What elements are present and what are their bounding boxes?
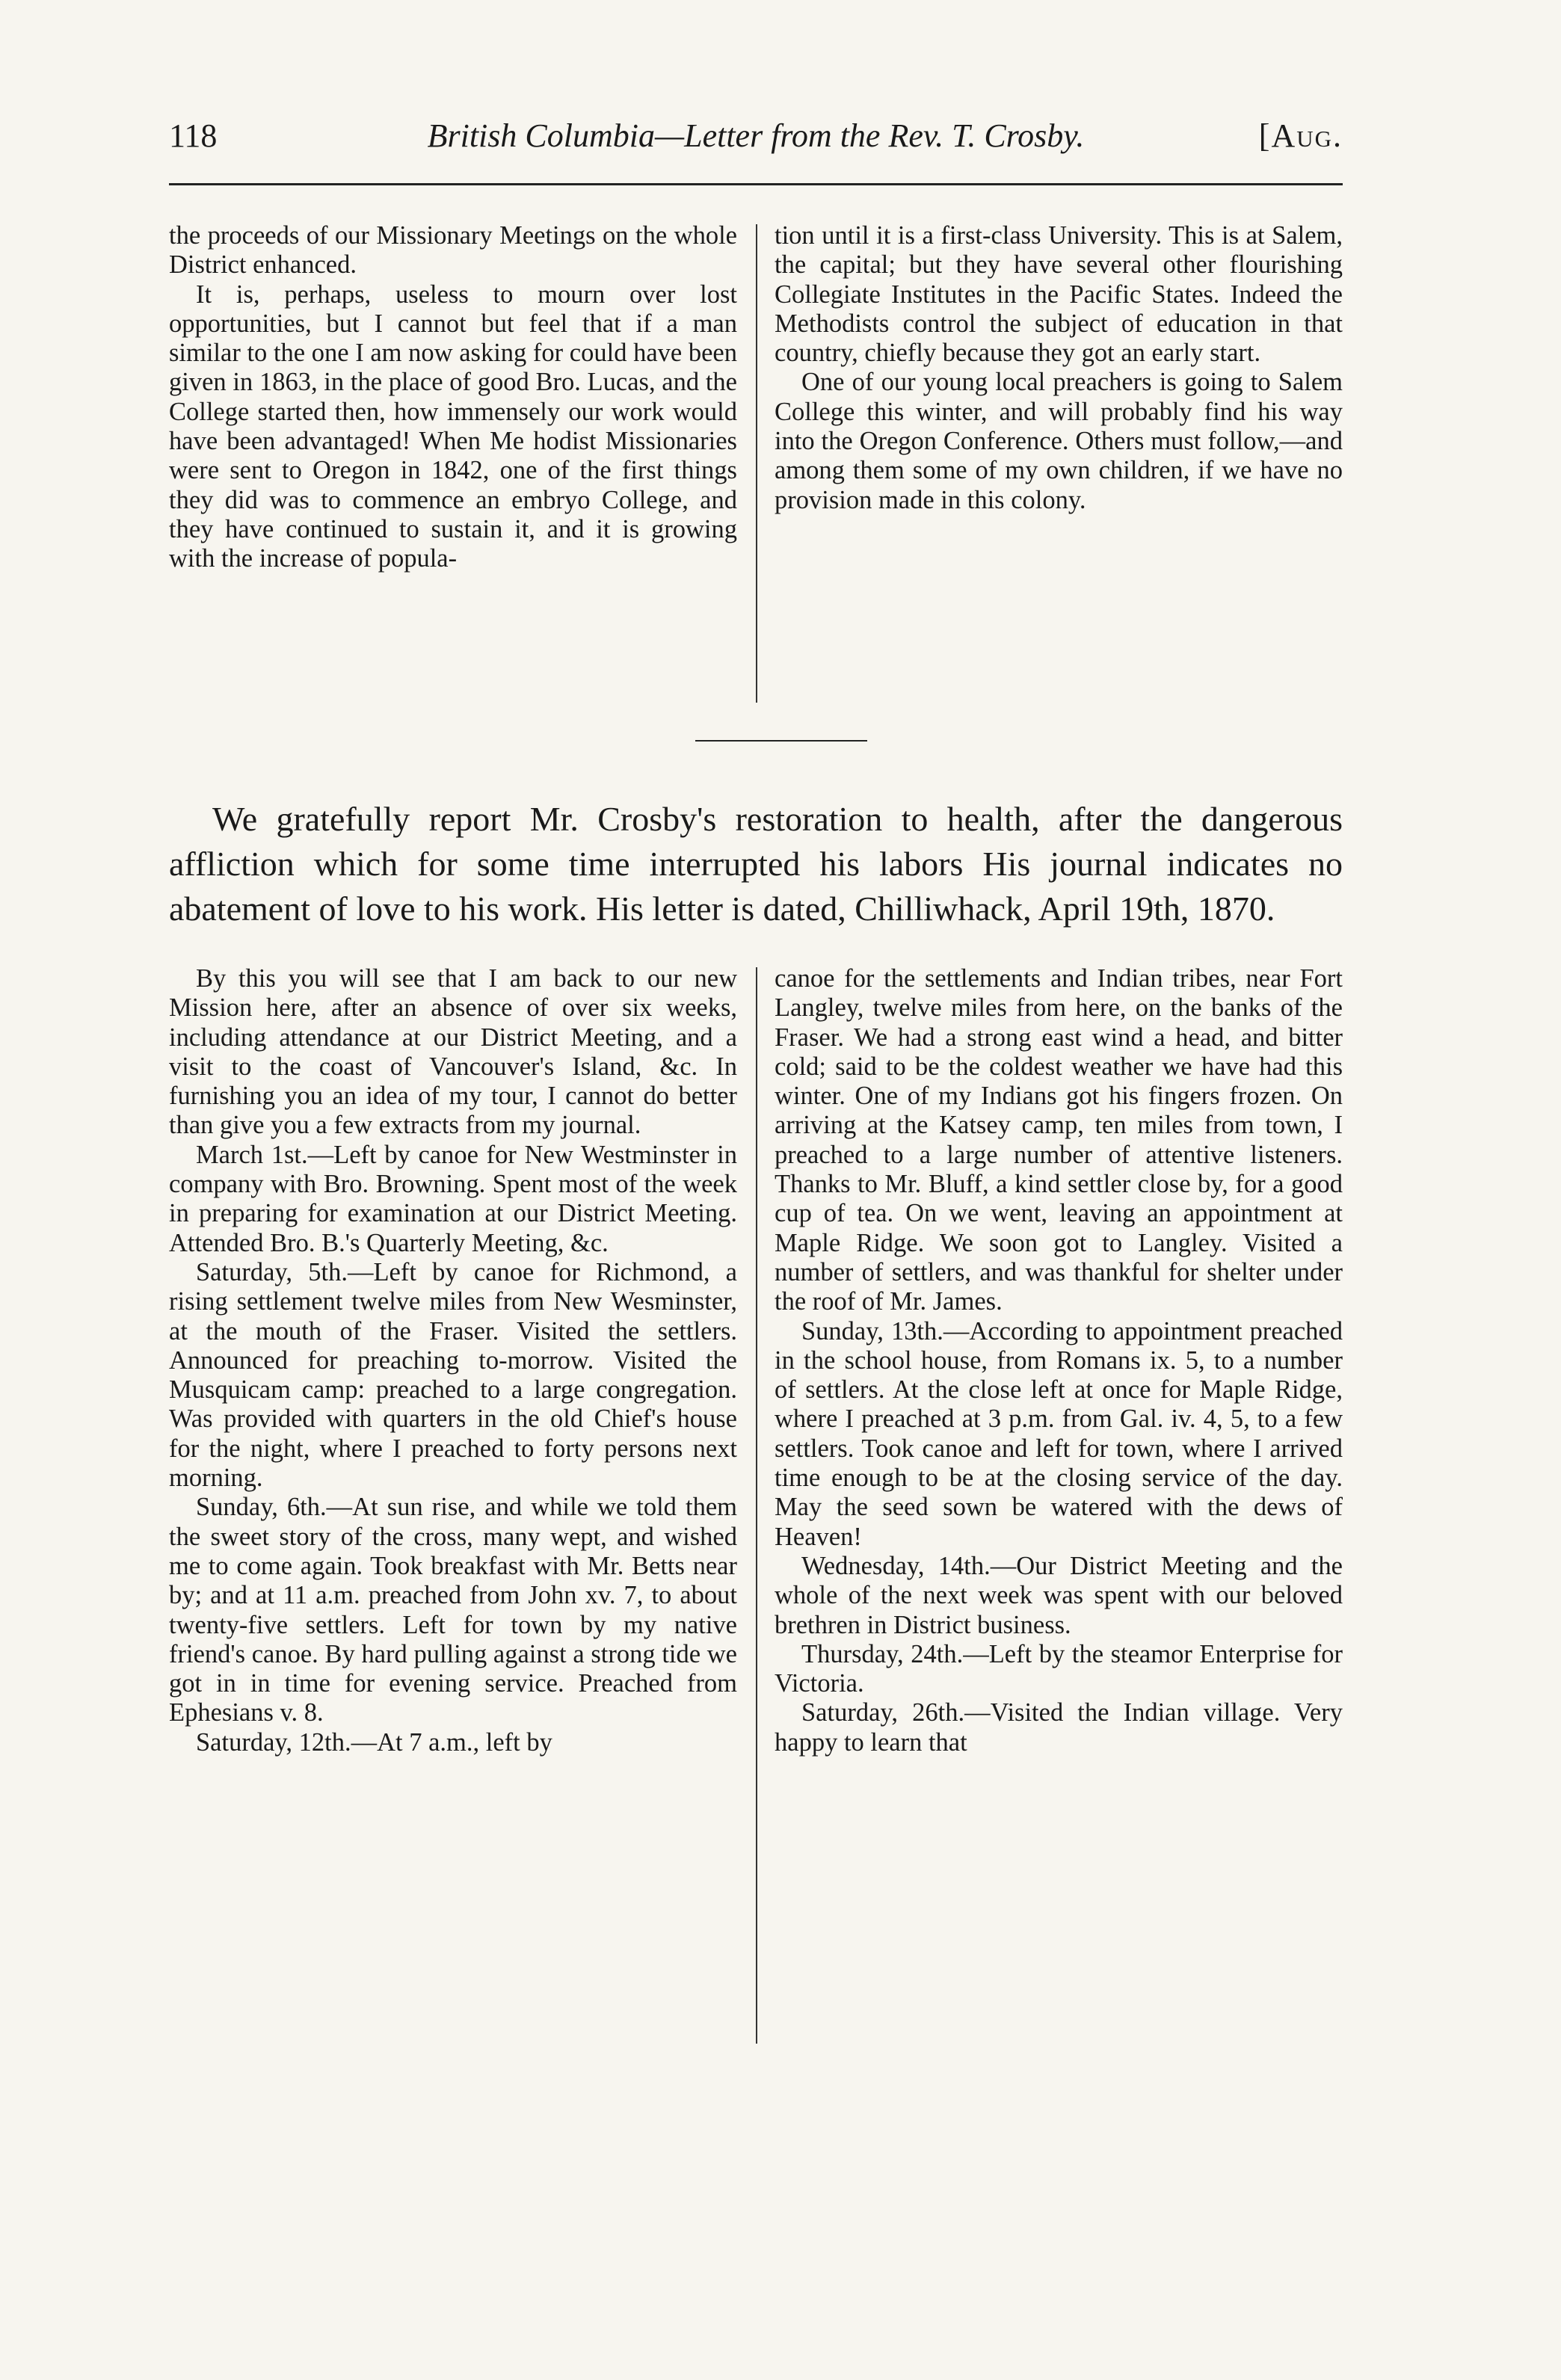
- letter-section: [169, 964, 1343, 2071]
- page-header: [169, 112, 1343, 172]
- bottom-right-column: [775, 964, 1343, 1757]
- paragraph: It is, perhaps, useless to mourn over lost opportunities, but I cannot but feel that if a man similar to the one I am now asking for could have been given in 1863, in the place of good Bro. Lucas, and the College started then, how immensely our work would have been advantaged! When Me hodist Missionaries were sent to Oregon in 1842, one of the first things they did was to commence an embryo College, and they have continued to sustain it, and it is growing with the increase of popula-: [169, 280, 737, 573]
- top-left-column: [169, 221, 737, 574]
- paragraph: the proceeds of our Missionary Meetings on the whole District enhanced.: [169, 221, 737, 280]
- editorial-intro: We gratefully report Mr. Crosby's restoration to health, after the dangerous affliction which for some time interrupted his labors His journal indicates no abatement of love to his work. His letter is dated, Chilliwhack, April 19th, 1870.: [169, 800, 1343, 928]
- journal-entry: Saturday, 12th.—At 7 a.m., left by: [196, 1727, 552, 1757]
- journal-entry: March 1st.—Left by canoe for New Westminster in company with Bro. Browning. Spent most of the week in preparing for examination at our District Meeting. Attended Bro. B.'s Quarterly Meeting, &c.: [169, 1140, 737, 1257]
- journal-entry: Wednesday, 14th.—Our District Meeting and the whole of the next week was spent with our beloved brethren in District business.: [775, 1551, 1343, 1639]
- paragraph: canoe for the settlements and Indian tribes, near Fort Langley, twelve miles from here, on the banks of the Fraser. We had a strong east wind a head, and bitter cold; said to be the coldest weather we have had this winter. One of my Indians got his fingers frozen. On arriving at the Katsey camp, ten miles from town, I preached to a large number of attentive listeners. Thanks to Mr. Bluff, a kind settler close by, for a good cup of tea. On we went, leaving an appointment at Maple Ridge. We soon got to Langley. Visited a number of settlers, and was thankful for shelter under the roof of Mr. James.: [775, 964, 1343, 1316]
- top-section: [169, 221, 1343, 715]
- paragraph: By this you will see that I am back to our new Mission here, after an absence of over six weeks, including attendance at our District Meeting, and a visit to the coast of Vancouver's Island, &c. In furnishing you an idea of my tour, I cannot do better than give you a few extracts from my journal.: [169, 964, 737, 1140]
- page-number: 118: [169, 117, 218, 154]
- journal-entry: Saturday, 26th.—Visited the Indian village. Very happy to learn that: [775, 1698, 1343, 1757]
- journal-entry: Sunday, 13th.—According to appointment preached in the school house, from Romans ix. 5, to a number of settlers. At the close left at once for Maple Ridge, where I preached at 3 p.m. from Gal. iv. 4, 5, to a few settlers. Took canoe and left for town, where I arrived time enough to be at the closing service of the day. May the seed sown be watered with the dews of Heaven!: [775, 1316, 1343, 1551]
- column-divider: [756, 967, 757, 2044]
- section-divider: [695, 740, 867, 742]
- running-title: British Columbia—Letter from the Rev. T. Crosby.: [427, 117, 1085, 154]
- journal-entry: Sunday, 6th.—At sun rise, and while we told them the sweet story of the cross, many wept, and wished me to come again. Took breakfast with Mr. Betts near by; and at 11 a.m. preached from John xv. 7, to about twenty-five settlers. Left for town by my native friend's canoe. By hard pulling against a strong tide we got in in time for evening service. Preached from Ephesians v. 8.: [169, 1493, 737, 1727]
- column-divider: [756, 224, 757, 703]
- top-right-column: [775, 221, 1343, 515]
- paragraph: One of our young local preachers is going to Salem College this winter, and will probably find his way into the Oregon Conference. Others must follow,—and among them some of my own children, if we have no provision made in this colony.: [775, 368, 1343, 514]
- journal-entry: Thursday, 24th.—Left by the steamor Enterprise for Victoria.: [775, 1639, 1343, 1698]
- month-label: [Aug.: [1258, 117, 1343, 154]
- journal-entry: Saturday, 5th.—Left by canoe for Richmond, a rising settlement twelve miles from New Wesminster, at the mouth of the Fraser. Visited the settlers. Announced for preaching to-morrow. Visited the Musquicam camp: preached to a large congregation. Was provided with quarters in the old Chief's house for the night, where I preached to forty persons next morning.: [169, 1257, 737, 1493]
- header-rule: [169, 183, 1343, 185]
- paragraph: tion until it is a first-class University. This is at Salem, the capital; but they have several other flourishing Collegiate Institutes in the Pacific States. Indeed the Methodists control the subject of education in that country, chiefly because they got an early start.: [775, 221, 1343, 368]
- bottom-left-column: [169, 964, 737, 1757]
